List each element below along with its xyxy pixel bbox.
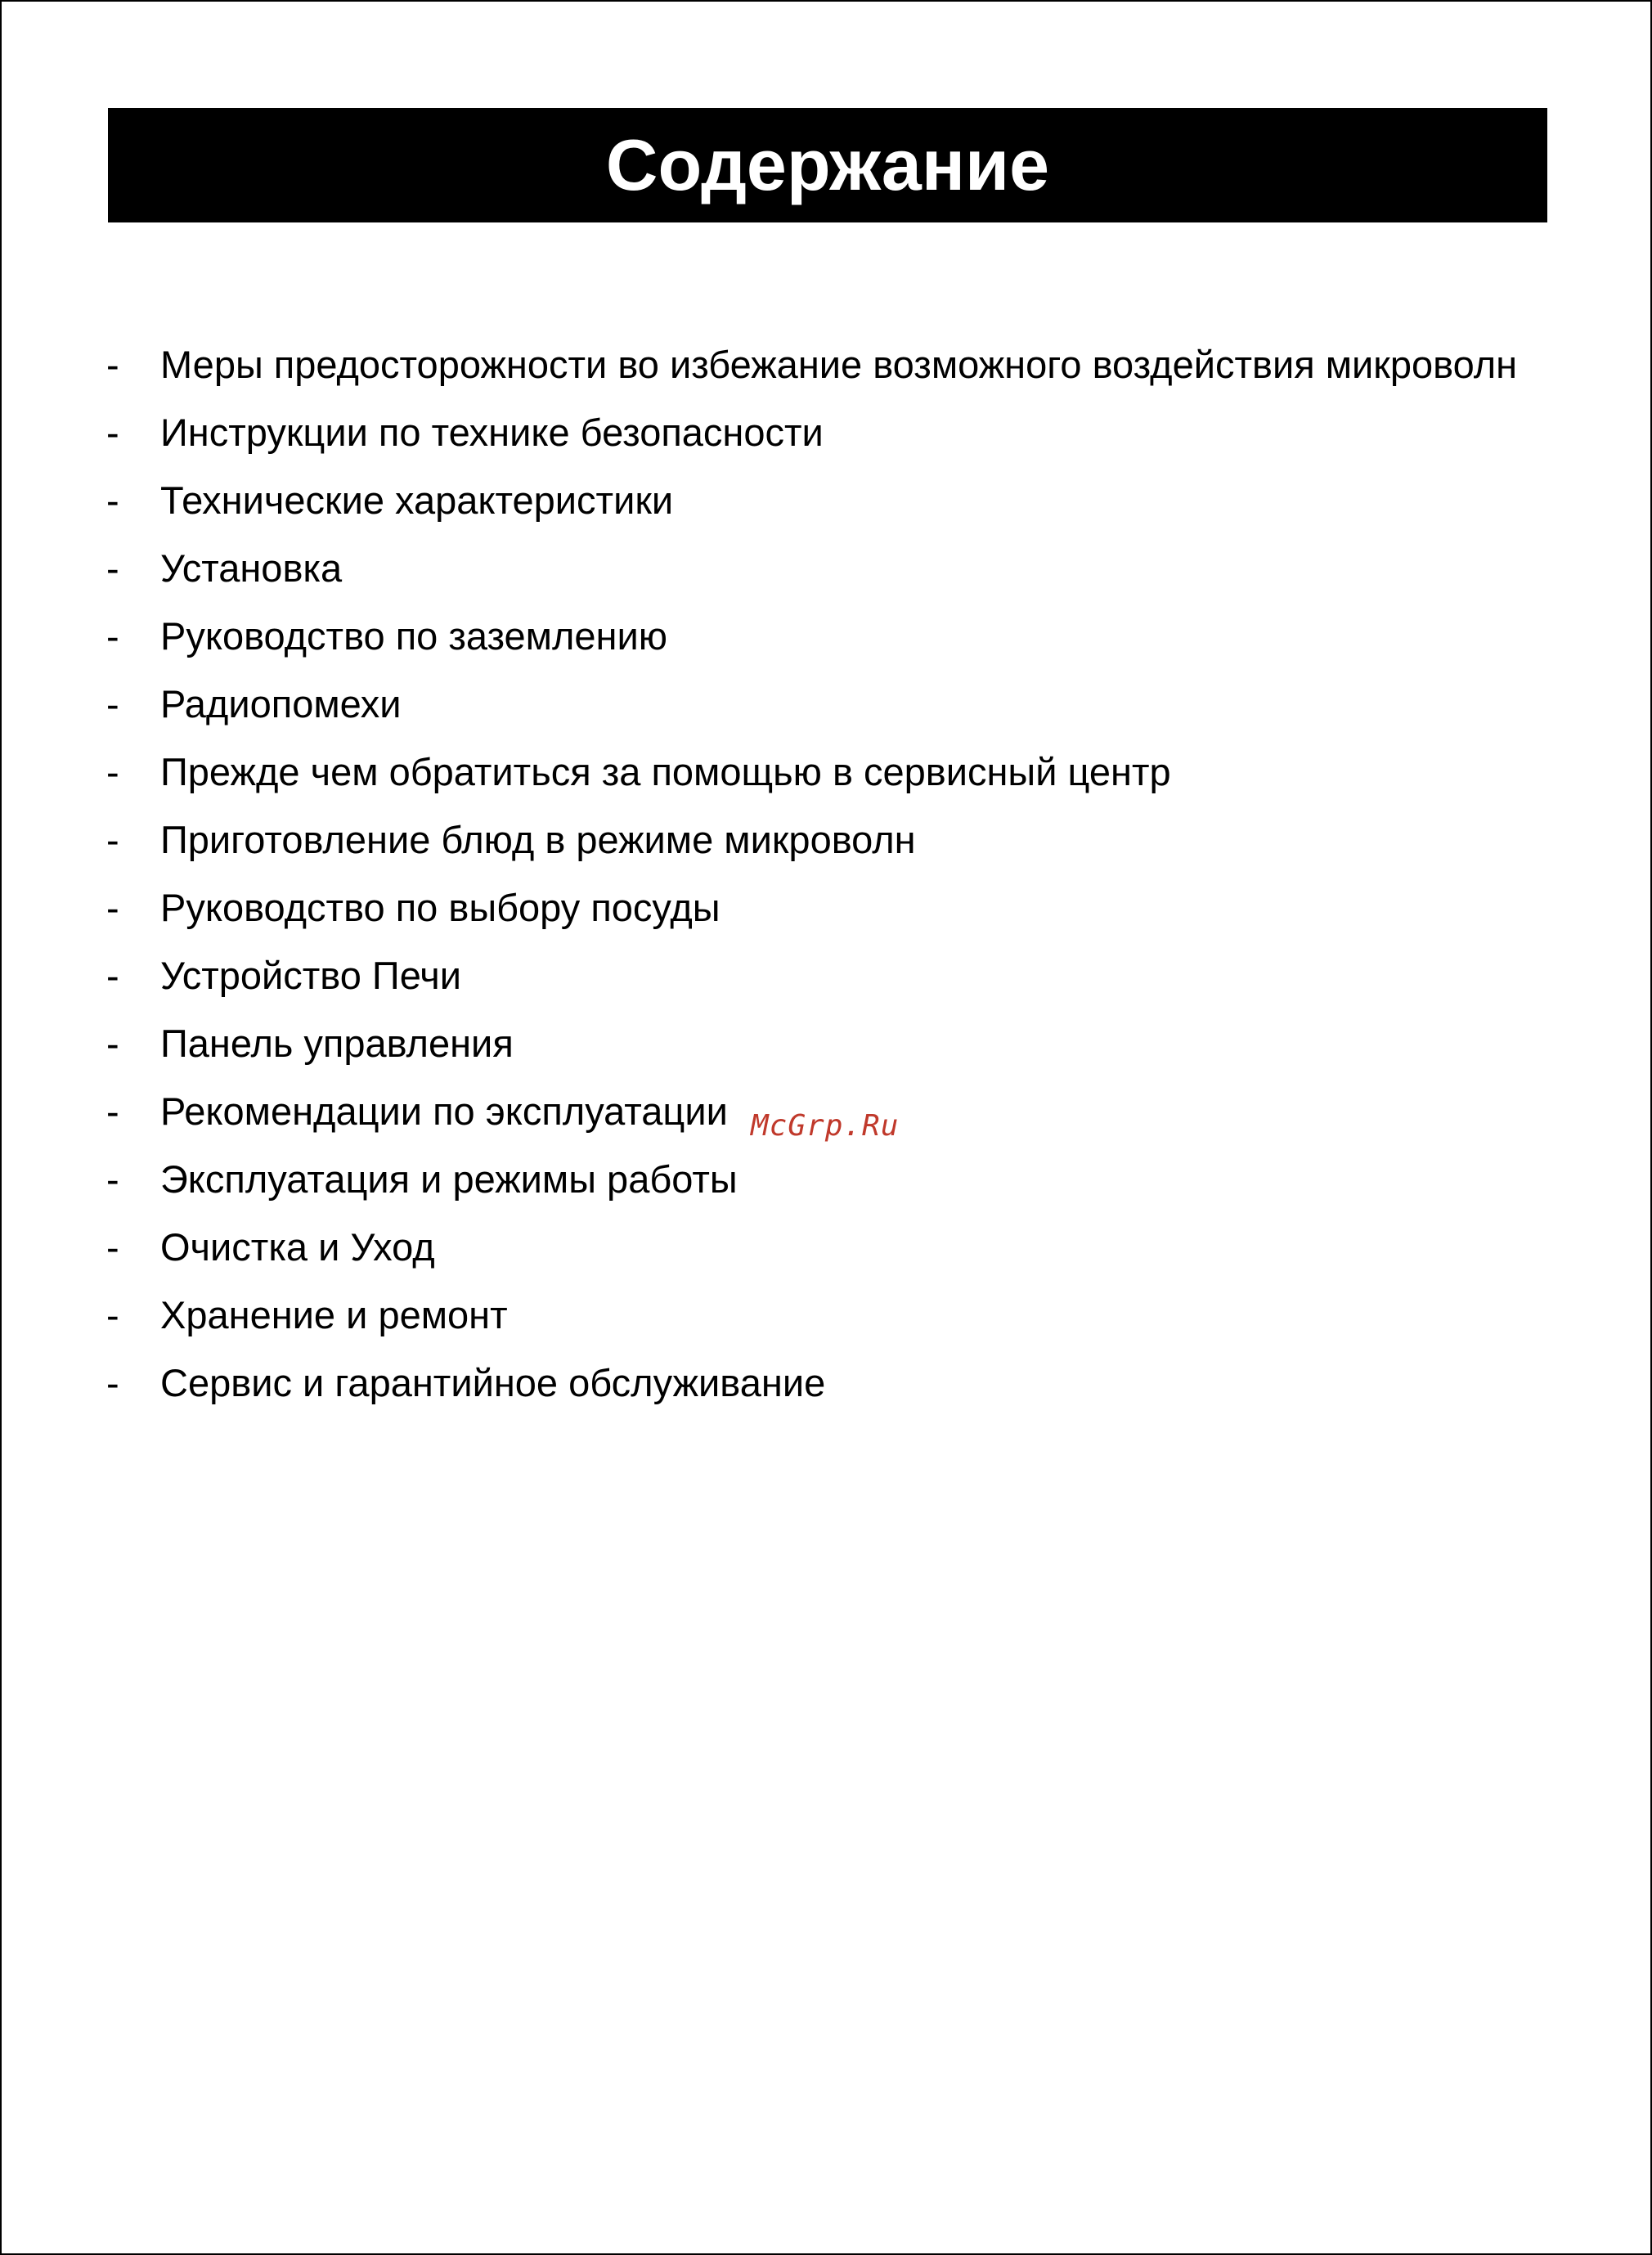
toc-dash: -: [106, 886, 119, 929]
toc-item: [106, 1213, 1517, 1281]
toc-item-label: Рекомендации по эксплуатации: [160, 1089, 728, 1133]
toc-item-label: Панель управления: [160, 1022, 514, 1065]
toc-item: [106, 398, 1517, 466]
toc-dash: -: [106, 1293, 119, 1336]
toc-item: [106, 738, 1517, 806]
toc-item-label: Очистка и Уход: [160, 1225, 435, 1269]
toc-item-label: Установка: [160, 546, 343, 590]
toc-item-label: Радиопомехи: [160, 682, 402, 725]
title-banner: [108, 108, 1547, 222]
toc-dash: -: [106, 411, 119, 454]
watermark: McGrp.Ru: [751, 1109, 900, 1143]
toc-item: [106, 1145, 1517, 1213]
toc-dash: -: [106, 1022, 119, 1065]
toc-dash: -: [106, 546, 119, 590]
toc-item: [106, 670, 1517, 738]
toc-item-label: Хранение и ремонт: [160, 1293, 508, 1336]
toc-item: [106, 1009, 1517, 1077]
toc-item-label: Устройство Печи: [160, 954, 462, 997]
toc-dash: -: [106, 614, 119, 658]
toc-item: [106, 1349, 1517, 1417]
toc-dash: -: [106, 1089, 119, 1133]
toc-item-label: Руководство по выбору посуды: [160, 886, 721, 929]
toc-item-label: Прежде чем обратиться за помощью в сервисный центр: [160, 750, 1171, 793]
toc-dash: -: [106, 1361, 119, 1404]
toc-dash: -: [106, 1225, 119, 1269]
toc-dash: -: [106, 750, 119, 793]
toc-dash: -: [106, 818, 119, 861]
toc-dash: -: [106, 954, 119, 997]
toc-item: [106, 602, 1517, 670]
toc-item-label: Технические характеристики: [160, 478, 674, 522]
toc-item: [106, 330, 1517, 398]
toc-dash: -: [106, 478, 119, 522]
toc-item-label: Руководство по заземлению: [160, 614, 668, 658]
toc-item: [106, 534, 1517, 602]
toc-item-label: Меры предосторожности во избежание возможного воздействия микроволн: [160, 343, 1518, 386]
toc-dash: -: [106, 1157, 119, 1201]
toc-item-label: Сервис и гарантийное обслуживание: [160, 1361, 826, 1404]
table-of-contents: [106, 330, 1517, 1417]
toc-dash: -: [106, 343, 119, 386]
toc-item-label: Инструкции по технике безопасности: [160, 411, 824, 454]
toc-item: [106, 466, 1517, 534]
toc-dash: -: [106, 682, 119, 725]
toc-item: [106, 941, 1517, 1009]
toc-item: [106, 1281, 1517, 1349]
toc-item: [106, 874, 1517, 941]
toc-item-label: Эксплуатация и режимы работы: [160, 1157, 738, 1201]
toc-item-label: Приготовление блюд в режиме микроволн: [160, 818, 916, 861]
page-title: Содержание: [605, 124, 1050, 205]
toc-item: [106, 806, 1517, 874]
